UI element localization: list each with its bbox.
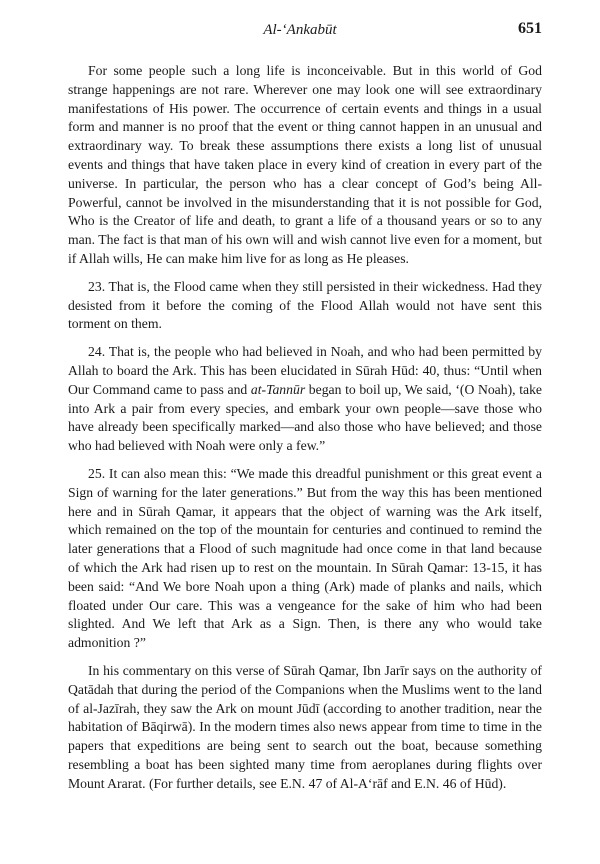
italic-term: at-Tannūr bbox=[250, 381, 306, 397]
text-run: 24. That is, the people who had believed in Noah, and who had been permitted by Allah to board the Ark. This has been elucidated in Sūrah Hūd: 40, thus: “Until when Our Command came to pass and bbox=[68, 344, 542, 397]
page-number: 651 bbox=[518, 20, 542, 37]
paragraph-intro bbox=[68, 62, 542, 269]
page-body bbox=[68, 62, 542, 793]
paragraph-commentary bbox=[68, 662, 542, 794]
note-25 bbox=[68, 465, 542, 653]
text-run: 25. It can also mean this: “We made this dreadful punishment or this great event a Sign of warning for the later generations.” But from the way this has been mentioned here and in Sūrah Qamar, it appears that the object of warning was the Ark itself, which remained on the top of the mountain for centuries and continued to remind the later generations that a Flood of such magnitude had once come in that land because of which the Ark had risen up to rest on the mountain. In Sūrah Qamar: 13-15, it has been said: “And We bore Noah upon a thing (Ark) made of planks and nails, which floated under Our care. This was a vengeance for the sake of him who had been slighted. And We left that Ark as a Sign. Then, is there any who would take admonition ?” bbox=[68, 465, 542, 651]
text-run: For some people such a long life is inconceivable. But in this world of God strange happenings are not rare. Wherever one may look one will see extraordinary manifestations of His power. The occurrence of certain events and things in a usual form and manner is no proof that the event or thing cannot happen in an unusual and extraordinary way. To break these assumptions there exists a long list of unusual events and things that have taken place in every kind of creation in every part of the universe. In particular, the person who has a clear concept of God’s being All-Powerful, cannot be involved in the misunderstanding that it is not possible for God, Who is the Creator of life and death, to grant a life of a thousand years or so to any man. The fact is that man of his own will and wish cannot live even for a moment, but if Allah wills, He can make him live for as long as He pleases. bbox=[68, 63, 542, 266]
note-23 bbox=[68, 278, 542, 334]
text-run: began to boil up, We said, ‘(O Noah), take into Ark a pair from every species, and embark your own people—save those who have already been specifically marked—and also those who have believed; and those who had believed with Noah were only a few.” bbox=[68, 381, 543, 454]
text-run: In his commentary on this verse of Sūrah Qamar, Ibn Jarīr says on the authority of Qatādah that during the period of the Companions when the Muslims went to the land of al-Jazīrah, they saw the Ark on mount Jūdī (according to another tradition, near the habitation of Bāqirwā). In the modern times also news appear from time to time in the papers that expeditions are being sent to search out the boat, because something resembling a boat has been sighted many time from aeroplanes during flights over Mount Ararat. (For further details, see E.N. 47 of Al-A‘rāf and E.N. 46 of Hūd). bbox=[68, 662, 542, 791]
running-title: Al-‘Ankabūt bbox=[263, 22, 337, 38]
page-header bbox=[0, 20, 600, 44]
text-run: 23. That is, the Flood came when they still persisted in their wickedness. Had they desisted from it before the coming of the Flood Allah would not have sent this torment on them. bbox=[68, 278, 542, 332]
note-24 bbox=[68, 343, 542, 456]
